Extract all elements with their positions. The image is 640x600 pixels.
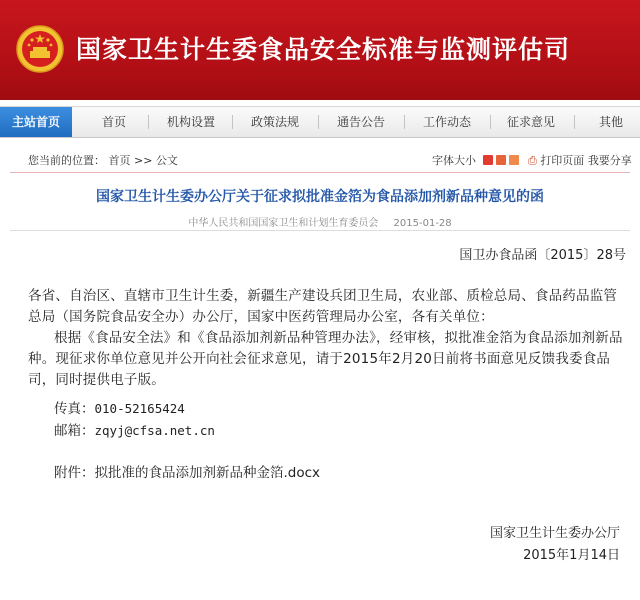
site-banner	[0, 0, 640, 100]
nav-item-comments[interactable]: 征求意见	[506, 115, 555, 129]
attachment-link[interactable]: 拟批准的食品添加剂新品种金箔.docx	[94, 465, 321, 481]
nav-item-others[interactable]: 其他	[598, 115, 623, 129]
font-large-icon[interactable]	[483, 155, 493, 165]
nav-divider	[404, 115, 405, 129]
nav-item-home[interactable]: 首页	[101, 115, 126, 129]
share-link[interactable]: 我要分享	[587, 154, 632, 167]
article-date: 2015-01-28	[393, 218, 452, 229]
nav-divider	[148, 115, 149, 129]
fax-number: 010-52165424	[94, 401, 185, 416]
nav-item-work-news[interactable]: 工作动态	[422, 115, 471, 129]
article-publisher: 中华人民共和国国家卫生和计划生育委员会	[188, 218, 379, 229]
print-icon[interactable]: ⎙	[528, 154, 537, 167]
nav-item-announcements[interactable]: 通告公告	[336, 115, 385, 129]
attachment-label: 附件：	[54, 465, 95, 481]
page-tools	[432, 152, 632, 168]
nav-item-policies[interactable]: 政策法规	[250, 115, 299, 129]
nav-item-organization[interactable]: 机构设置	[166, 115, 215, 129]
font-medium-icon[interactable]	[496, 155, 506, 165]
signature-date: 2015年1月14日	[523, 548, 620, 563]
recipients-paragraph: 各省、自治区、直辖市卫生计生委，新疆生产建设兵团卫生局，农业部、质检总局、食品药品监管总局（国务院食品安全办）办公厅，国家中医药管理局办公室，各有关单位：	[28, 288, 618, 325]
nav-divider	[318, 115, 319, 129]
nav-divider	[490, 115, 491, 129]
site-title: 国家卫生计生委食品安全标准与监测评估司	[76, 35, 571, 64]
breadcrumb-current: 公文	[155, 154, 178, 167]
breadcrumb-separator: >>	[134, 154, 153, 167]
email-line	[54, 419, 215, 439]
article-meta	[0, 214, 640, 229]
national-emblem-icon	[16, 25, 64, 73]
fax-line	[54, 397, 185, 417]
print-link[interactable]: 打印页面	[540, 154, 585, 167]
fax-label: 传真：	[54, 401, 95, 417]
divider	[10, 172, 630, 173]
nav-divider	[232, 115, 233, 129]
breadcrumb	[28, 152, 178, 168]
font-size-label: 字体大小	[432, 154, 476, 167]
location-bar	[0, 148, 640, 170]
body-paragraph: 根据《食品安全法》和《食品添加剂新品种管理办法》，经审核，拟批准金箔为食品添加剂新品种。现征求你单位意见并公开向社会征求意见，请于2015年2月20日前将书面意见反馈我委食品司，同时提供电子版。	[28, 330, 623, 388]
article-title: 国家卫生计生委办公厅关于征求拟批准金箔为食品添加剂新品种意见的函	[96, 189, 544, 205]
nav-item-main-home[interactable]: 主站首页	[0, 107, 72, 137]
breadcrumb-prefix: 您当前的位置：	[28, 154, 105, 167]
signature-org: 国家卫生计生委办公厅	[489, 526, 620, 541]
divider	[10, 230, 630, 231]
document-number: 国卫办食品函〔2015〕28号	[459, 248, 626, 263]
email-address[interactable]: zqyj@cfsa.net.cn	[94, 423, 215, 438]
font-small-icon[interactable]	[509, 155, 519, 165]
main-nav	[0, 106, 640, 138]
attachment-line	[54, 461, 320, 481]
nav-divider	[574, 115, 575, 129]
breadcrumb-home-link[interactable]: 首页	[108, 154, 131, 167]
email-label: 邮箱：	[54, 423, 95, 439]
